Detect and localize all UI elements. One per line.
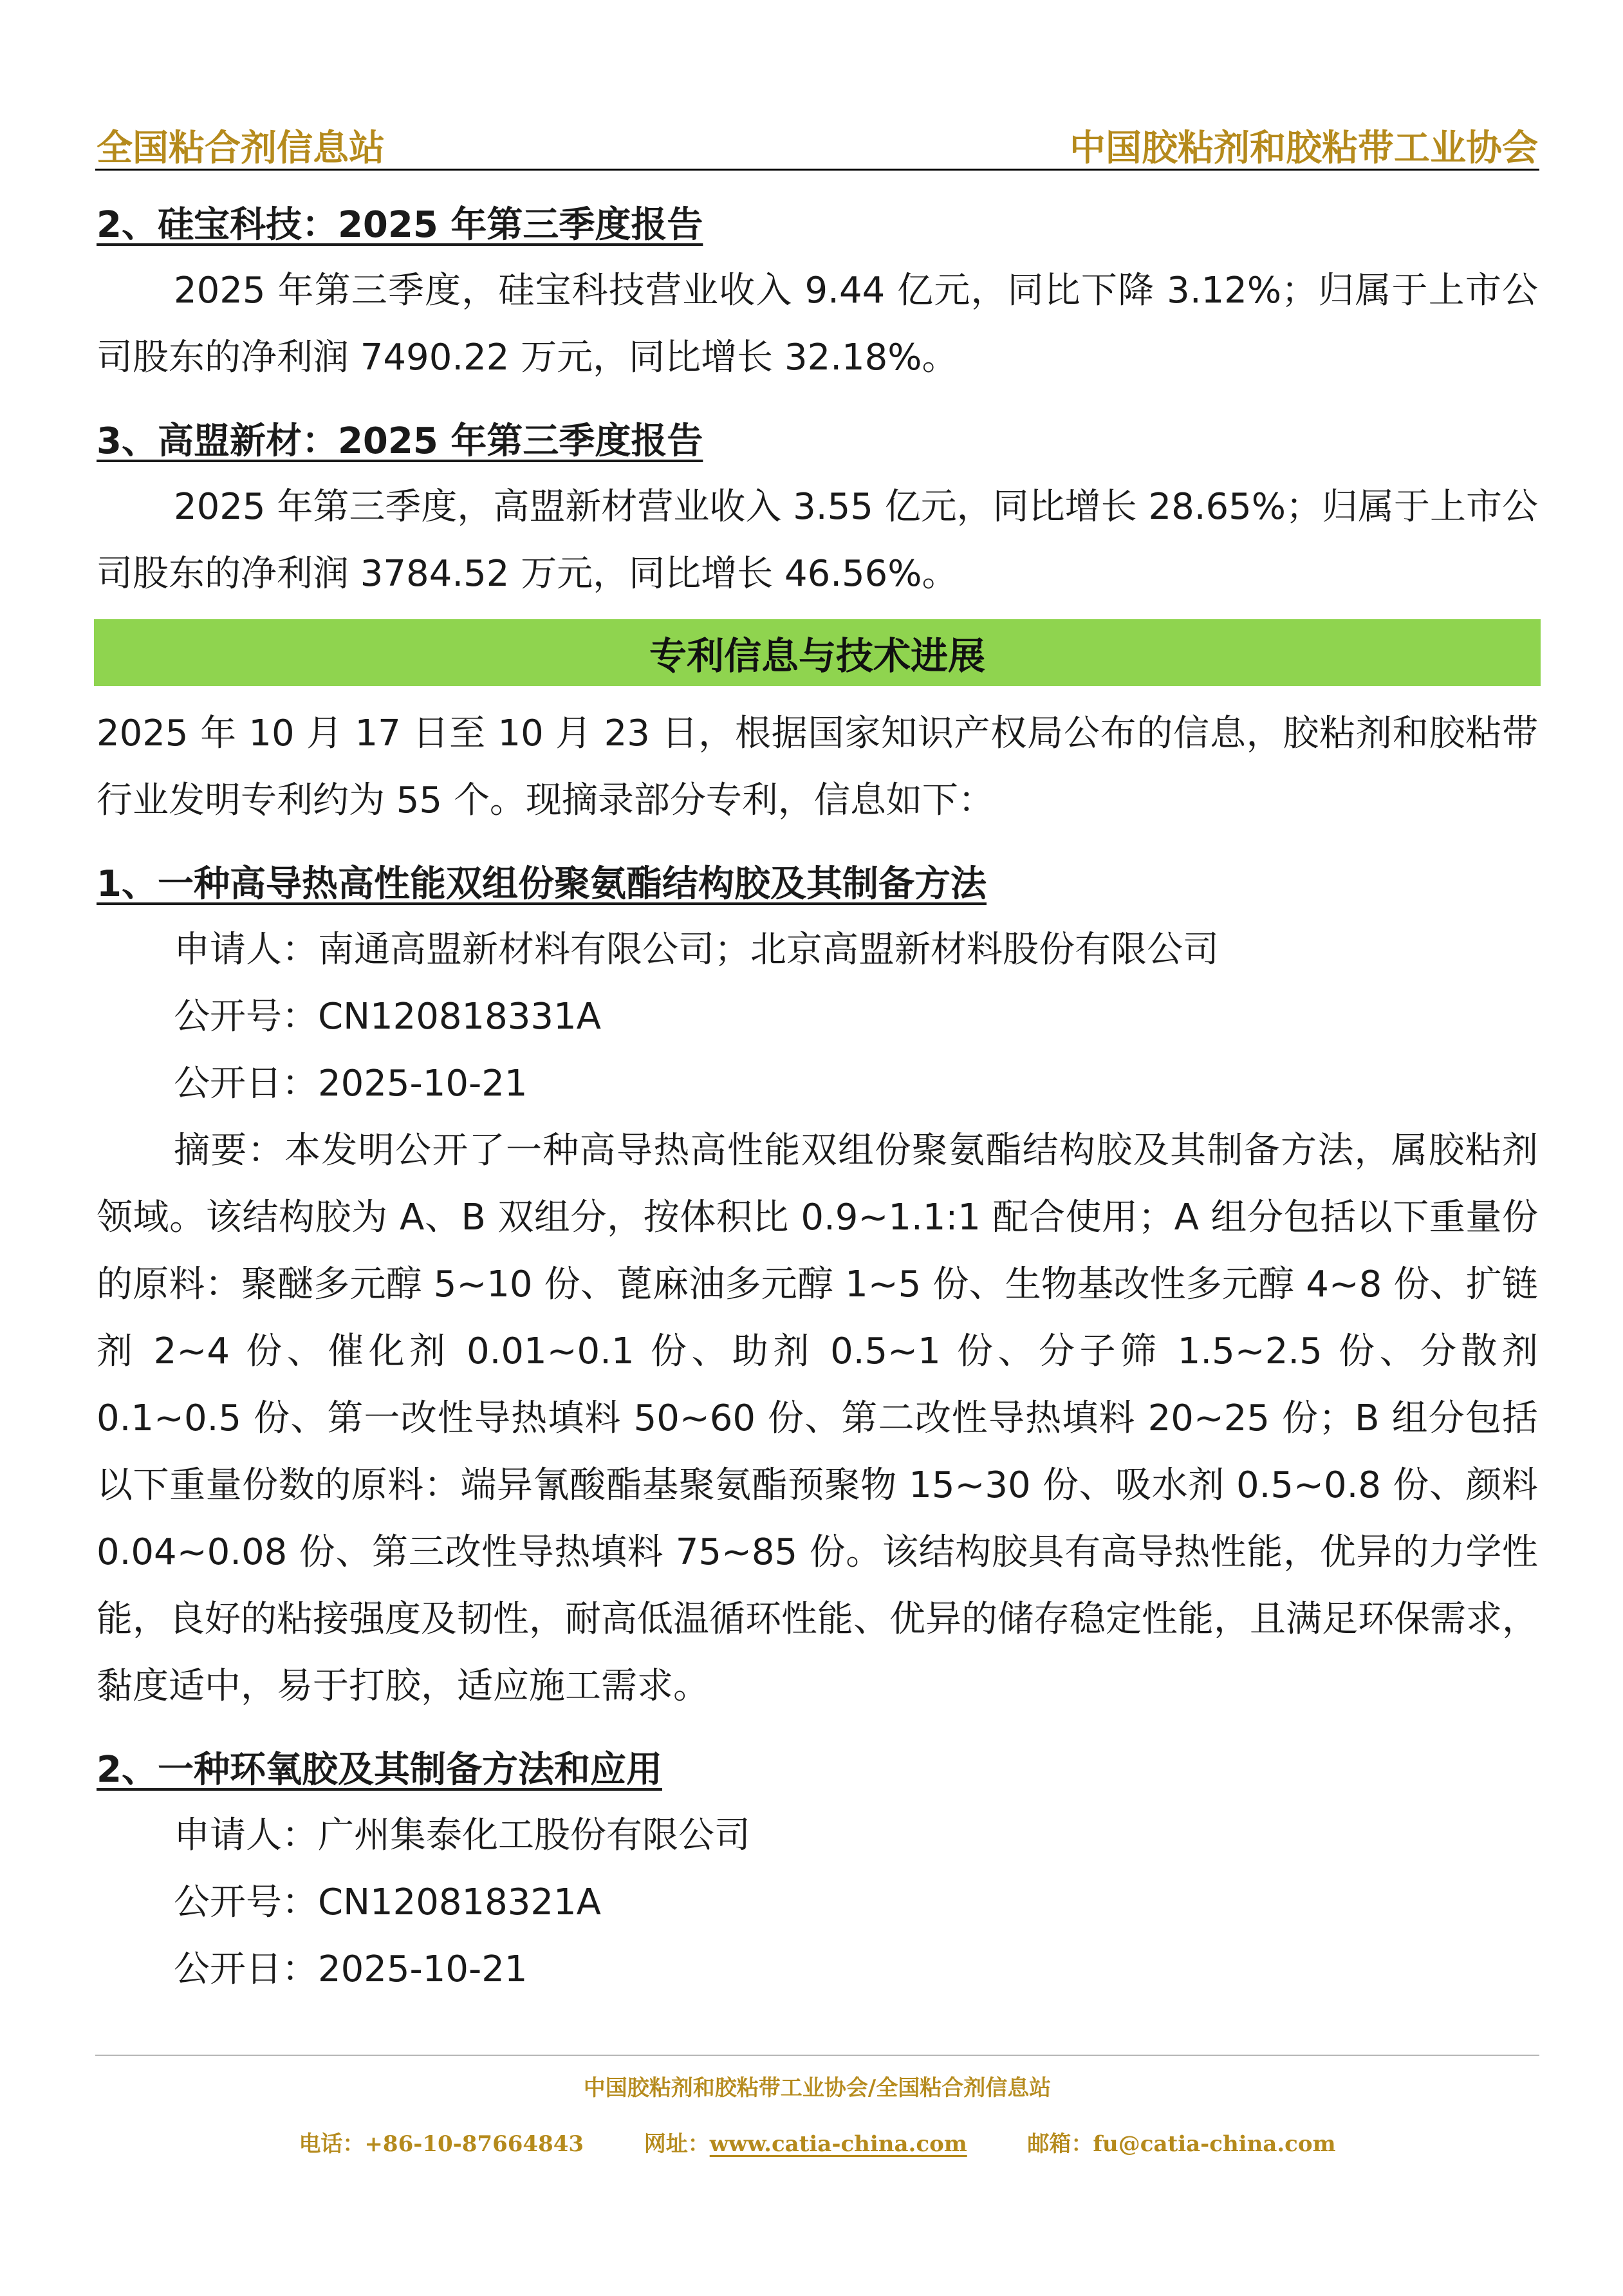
patent-1-abstract: 摘要：本发明公开了一种高导热高性能双组份聚氨酯结构胶及其制备方法，属胶粘剂领域。该结构胶为 A、B 双组分，按体积比 0.9~1.1:1 配合使用；A 组分包括以下重量份的原料：聚醚多元醇 5~10 份、蓖麻油多元醇 1~5 份、生物基改性多元醇 4~8 份、扩链剂 2~4 份、催化剂 0.01~0.1 份、助剂 0.5~1 份、分子筛 1.5~2.5 份、分散剂 0.1~0.5 份、第一改性导热填料 50~60 份、第二改性导热填料 20~25 份；B 组分包括以下重量份数的原料：端异氰酸酯基聚氨酯预聚物 15~30 份、吸水剂 0.5~0.8 份、颜料 0.04~0.08 份、第三改性导热填料 75~85 份。该结构胶具有高导热性能，优异的力学性能，良好的粘接强度及韧性，耐高低温循环性能、优异的储存稳定性能，且满足环保需求，黏度适中，易于打胶，适应施工需求。 — [97, 1130, 1538, 1707]
patent-intro: 2025 年 10 月 17 日至 10 月 23 日，根据国家知识产权局公布的信息，胶粘剂和胶粘带行业发明专利约为 55 个。现摘录部分专利，信息如下： — [97, 713, 1538, 821]
patent-1-pub-no: 公开号：CN120818331A — [174, 996, 601, 1038]
footer-contact — [95, 2126, 1539, 2158]
page-footer — [95, 2055, 1539, 2158]
section-3-title: 3、高盟新材：2025 年第三季度报告 — [97, 420, 703, 462]
footer-email: 邮箱：fu@catia-china.com — [1027, 2131, 1336, 2157]
footer-web-label: 网址： — [644, 2131, 710, 2157]
section-2-text: 2025 年第三季度，硅宝科技营业收入 9.44 亿元，同比下降 3.12%；归属于上市公司股东的净利润 7490.22 万元，同比增长 32.18%。 — [97, 270, 1538, 378]
banner-title: 专利信息与技术进展 — [649, 634, 985, 678]
section-banner — [94, 619, 1541, 686]
patent-2-title: 2、一种环氧胶及其制备方法和应用 — [97, 1749, 662, 1791]
page-content — [97, 193, 1538, 2003]
header-left-title: 全国粘合剂信息站 — [97, 127, 385, 169]
patent-2-pub-date: 公开日：2025-10-21 — [174, 1948, 528, 1990]
footer-phone: 电话：+86-10-87664843 — [299, 2131, 584, 2157]
section-2-title: 2、硅宝科技：2025 年第三季度报告 — [97, 204, 703, 246]
footer-org: 中国胶粘剂和胶粘带工业协会/全国粘合剂信息站 — [583, 2075, 1052, 2101]
footer-web-link[interactable]: www.catia-china.com — [709, 2131, 967, 2157]
page-header — [95, 115, 1539, 171]
patent-1-title: 1、一种高导热高性能双组份聚氨酯结构胶及其制备方法 — [97, 863, 987, 905]
header-right-title: 中国胶粘剂和胶粘带工业协会 — [1070, 127, 1538, 169]
patent-1-pub-date: 公开日：2025-10-21 — [174, 1063, 528, 1105]
patent-2-pub-no: 公开号：CN120818321A — [174, 1881, 601, 1923]
section-3-text: 2025 年第三季度，高盟新材营业收入 3.55 亿元，同比增长 28.65%；归属于上市公司股东的净利润 3784.52 万元，同比增长 46.56%。 — [97, 486, 1538, 595]
patent-1-applicant: 申请人：南通高盟新材料有限公司；北京高盟新材料股份有限公司 — [174, 929, 1219, 971]
patent-2-applicant: 申请人：广州集泰化工股份有限公司 — [174, 1815, 750, 1856]
